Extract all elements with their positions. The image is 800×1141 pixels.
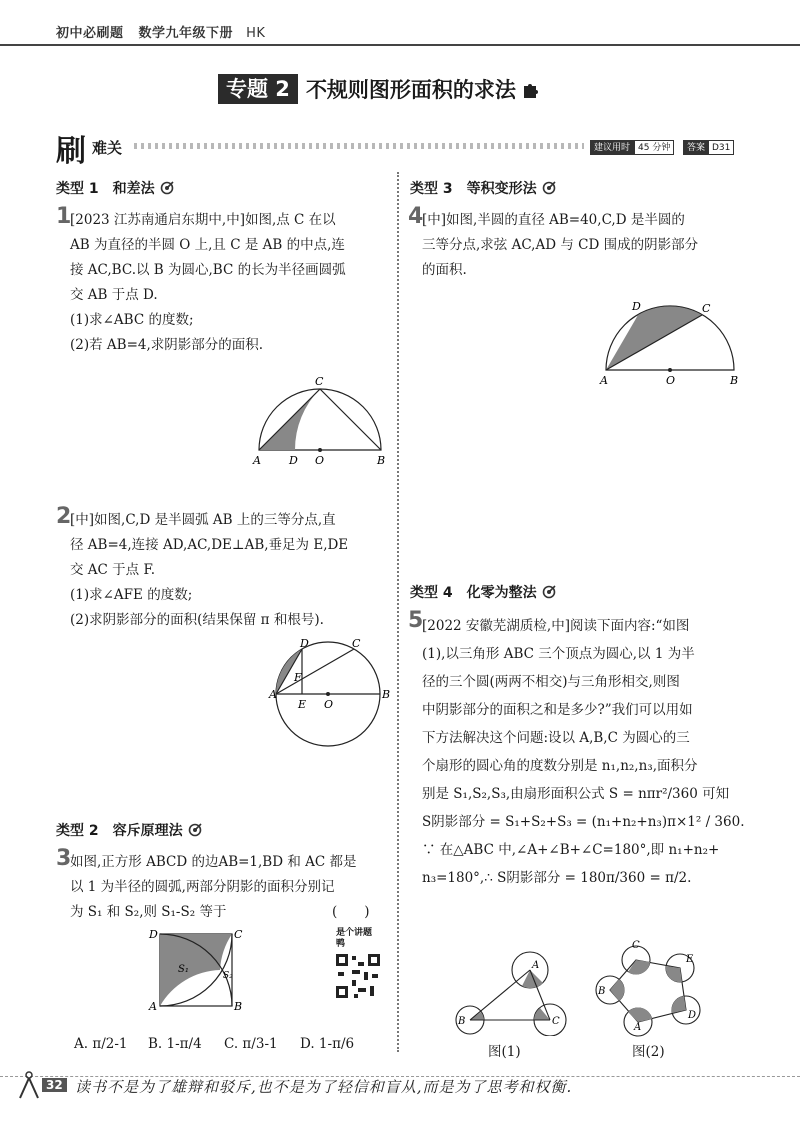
target-icon — [542, 181, 556, 195]
q3-line: 如图,正方形 ABCD 的边AB=1,BD 和 AC 都是 — [70, 854, 357, 870]
q1-figure — [245, 370, 395, 470]
type-3-text: 类型 3 等积变形法 — [410, 181, 537, 197]
q2-line: 交 AC 于点 F. — [70, 562, 156, 578]
label-A: A — [600, 374, 608, 386]
q5-line: 径的三个圆(两两不相交)与三角形相交,则图 — [422, 674, 680, 690]
label-B: B — [730, 374, 739, 386]
option-b[interactable]: B. 1-π/4 — [148, 1036, 202, 1052]
option-a[interactable]: A. π/2-1 — [74, 1036, 128, 1052]
q5-line: [2022 安徽芜湖质检,中]阅读下面内容:“如图 — [422, 618, 690, 634]
label-O: O — [324, 698, 334, 711]
topic-tag: 专题 2 — [218, 74, 298, 104]
q5-line: 下方法解决这个问题:设以 A,B,C 为圆心的三 — [422, 730, 690, 746]
label-A: A — [532, 960, 540, 971]
label-B: B — [234, 1000, 243, 1013]
q5-number: 5 — [408, 608, 424, 633]
column-divider — [397, 172, 399, 1052]
label-E: E — [298, 698, 307, 711]
label-B: B — [598, 986, 606, 997]
label-D: D — [632, 300, 641, 313]
q1-line: (1)求∠ABC 的度数; — [70, 312, 194, 328]
footer-quote: 读书不是为了雄辩和驳斥,也不是为了轻信和盲从,而是为了思考和权衡. — [75, 1078, 573, 1096]
fig2-caption: 图(2) — [632, 1044, 665, 1060]
label-A: A — [269, 688, 277, 701]
label-D: D — [149, 928, 158, 941]
q4-line: 三等分点,求弦 AC,AD 与 CD 围成的阴影部分 — [422, 237, 699, 253]
q2-figure — [268, 636, 392, 748]
edition-label: HK — [246, 26, 266, 41]
q5-line: 别是 S₁,S₂,S₃,由扇形面积公式 S = nπr²/360 可知 — [422, 786, 730, 802]
q5-figure-2 — [594, 938, 706, 1038]
q3-number: 3 — [56, 846, 72, 871]
target-icon — [188, 823, 202, 837]
q4-number: 4 — [408, 204, 424, 229]
label-A: A — [253, 454, 261, 467]
type-2-heading — [56, 820, 202, 840]
q5-line: (1),以三角形 ABC 三个顶点为圆心,以 1 为半 — [422, 646, 695, 662]
q1-line: 接 AC,BC.以 B 为圆心,BC 的长为半径画圆弧 — [70, 262, 346, 278]
q2-line: (2)求阴影部分的面积(结果保留 π 和根号). — [70, 612, 324, 628]
type-1-text: 类型 1 和差法 — [56, 181, 155, 197]
q4-figure — [596, 294, 746, 386]
option-d[interactable]: D. 1-π/6 — [300, 1036, 355, 1052]
q5-line: S阴影部分 = S₁+S₂+S₃ = (n₁+n₂+n₃)π×1² / 360. — [422, 814, 745, 830]
q1-line: [2023 江苏南通启东期中,中]如图,点 C 在以 — [70, 212, 336, 228]
label-B: B — [458, 1016, 466, 1027]
label-C: C — [632, 940, 640, 951]
section-sub-label: 难关 — [92, 139, 123, 157]
puzzle-icon — [522, 80, 540, 98]
q5-line: 中阴影部分的面积之和是多少?”我们可以用如 — [422, 702, 693, 718]
section-dash-rule — [134, 143, 584, 149]
label-A: A — [634, 1022, 642, 1033]
fig1-caption: 图(1) — [488, 1044, 521, 1060]
q5-line: n₃=180°,∴ S阴影部分 = 180π/360 = π/2. — [422, 870, 692, 886]
label-E: E — [686, 954, 694, 965]
q2-number: 2 — [56, 504, 72, 529]
option-c[interactable]: C. π/3-1 — [224, 1036, 278, 1052]
page-number: 32 — [42, 1078, 67, 1092]
type-4-heading — [410, 582, 556, 602]
section-main-label: 刷 — [56, 134, 86, 169]
label-D: D — [289, 454, 298, 467]
label-B: B — [382, 688, 391, 701]
answer-bracket: ( ) — [332, 904, 370, 920]
label-O: O — [666, 374, 676, 386]
q5-text — [422, 612, 758, 892]
compass-icon — [16, 1070, 42, 1100]
q4-text — [422, 208, 752, 283]
qr-code[interactable] — [334, 952, 382, 1000]
q2-text — [70, 508, 390, 633]
label-S1: S₁ — [178, 964, 189, 975]
label-C: C — [552, 1016, 560, 1027]
time-value: 45 分钟 — [634, 140, 674, 155]
q1-line: (2)若 AB=4,求阴影部分的面积. — [70, 337, 264, 353]
q5-figure-1 — [452, 948, 576, 1036]
label-S2: S₂ — [223, 971, 233, 981]
label-C: C — [234, 928, 243, 941]
label-D: D — [300, 637, 309, 650]
q1-line: AB 为直径的半圆 O 上,且 C 是 AB 的中点,连 — [70, 237, 345, 253]
time-label: 建议用时 — [590, 140, 634, 155]
label-A: A — [149, 1000, 157, 1013]
answer-label: 答案 — [683, 140, 709, 155]
q3-line: 以 1 为半径的圆弧,两部分阴影的面积分别记 — [70, 879, 335, 895]
q2-line: 径 AB=4,连接 AD,AC,DE⊥AB,垂足为 E,DE — [70, 537, 349, 553]
type-4-text: 类型 4 化零为整法 — [410, 585, 537, 601]
type-1-heading — [56, 178, 174, 198]
q1-number: 1 — [56, 204, 72, 229]
q4-line: 的面积. — [422, 262, 467, 278]
label-O: O — [315, 454, 325, 467]
type-3-heading — [410, 178, 556, 198]
header-rule — [0, 44, 800, 46]
qr-label: 是个讲题鸭 — [336, 928, 373, 949]
label-C: C — [352, 637, 361, 650]
label-F: F — [294, 671, 302, 684]
q3-line: 为 S₁ 和 S₂,则 S₁-S₂ 等于 — [70, 904, 227, 920]
label-B: B — [377, 454, 386, 467]
label-D: D — [688, 1010, 697, 1021]
q1-text — [70, 208, 390, 358]
topic-text: 不规则图形面积的求法 — [305, 78, 516, 102]
q5-line: ∵ 在△ABC 中,∠A+∠B+∠C=180°,即 n₁+n₂+ — [422, 842, 720, 858]
q5-line: 个扇形的圆心角的度数分别是 n₁,n₂,n₃,面积分 — [422, 758, 698, 774]
subject-name: 数学九年级下册 — [138, 26, 234, 41]
q2-line: (1)求∠AFE 的度数; — [70, 587, 193, 603]
q4-line: [中]如图,半圆的直径 AB=40,C,D 是半圆的 — [422, 212, 685, 228]
target-icon — [542, 585, 556, 599]
q2-line: [中]如图,C,D 是半圆弧 AB 上的三等分点,直 — [70, 512, 336, 528]
label-C: C — [702, 302, 711, 315]
book-name: 初中必刷题 — [56, 26, 124, 41]
topic-title — [218, 74, 540, 104]
target-icon — [160, 181, 174, 195]
running-header — [56, 22, 265, 41]
answer-page: D31 — [708, 140, 734, 155]
label-C: C — [315, 375, 324, 388]
q1-line: 交 AB 于点 D. — [70, 287, 158, 303]
q3-figure — [146, 926, 246, 1016]
type-2-text: 类型 2 容斥原理法 — [56, 823, 183, 839]
